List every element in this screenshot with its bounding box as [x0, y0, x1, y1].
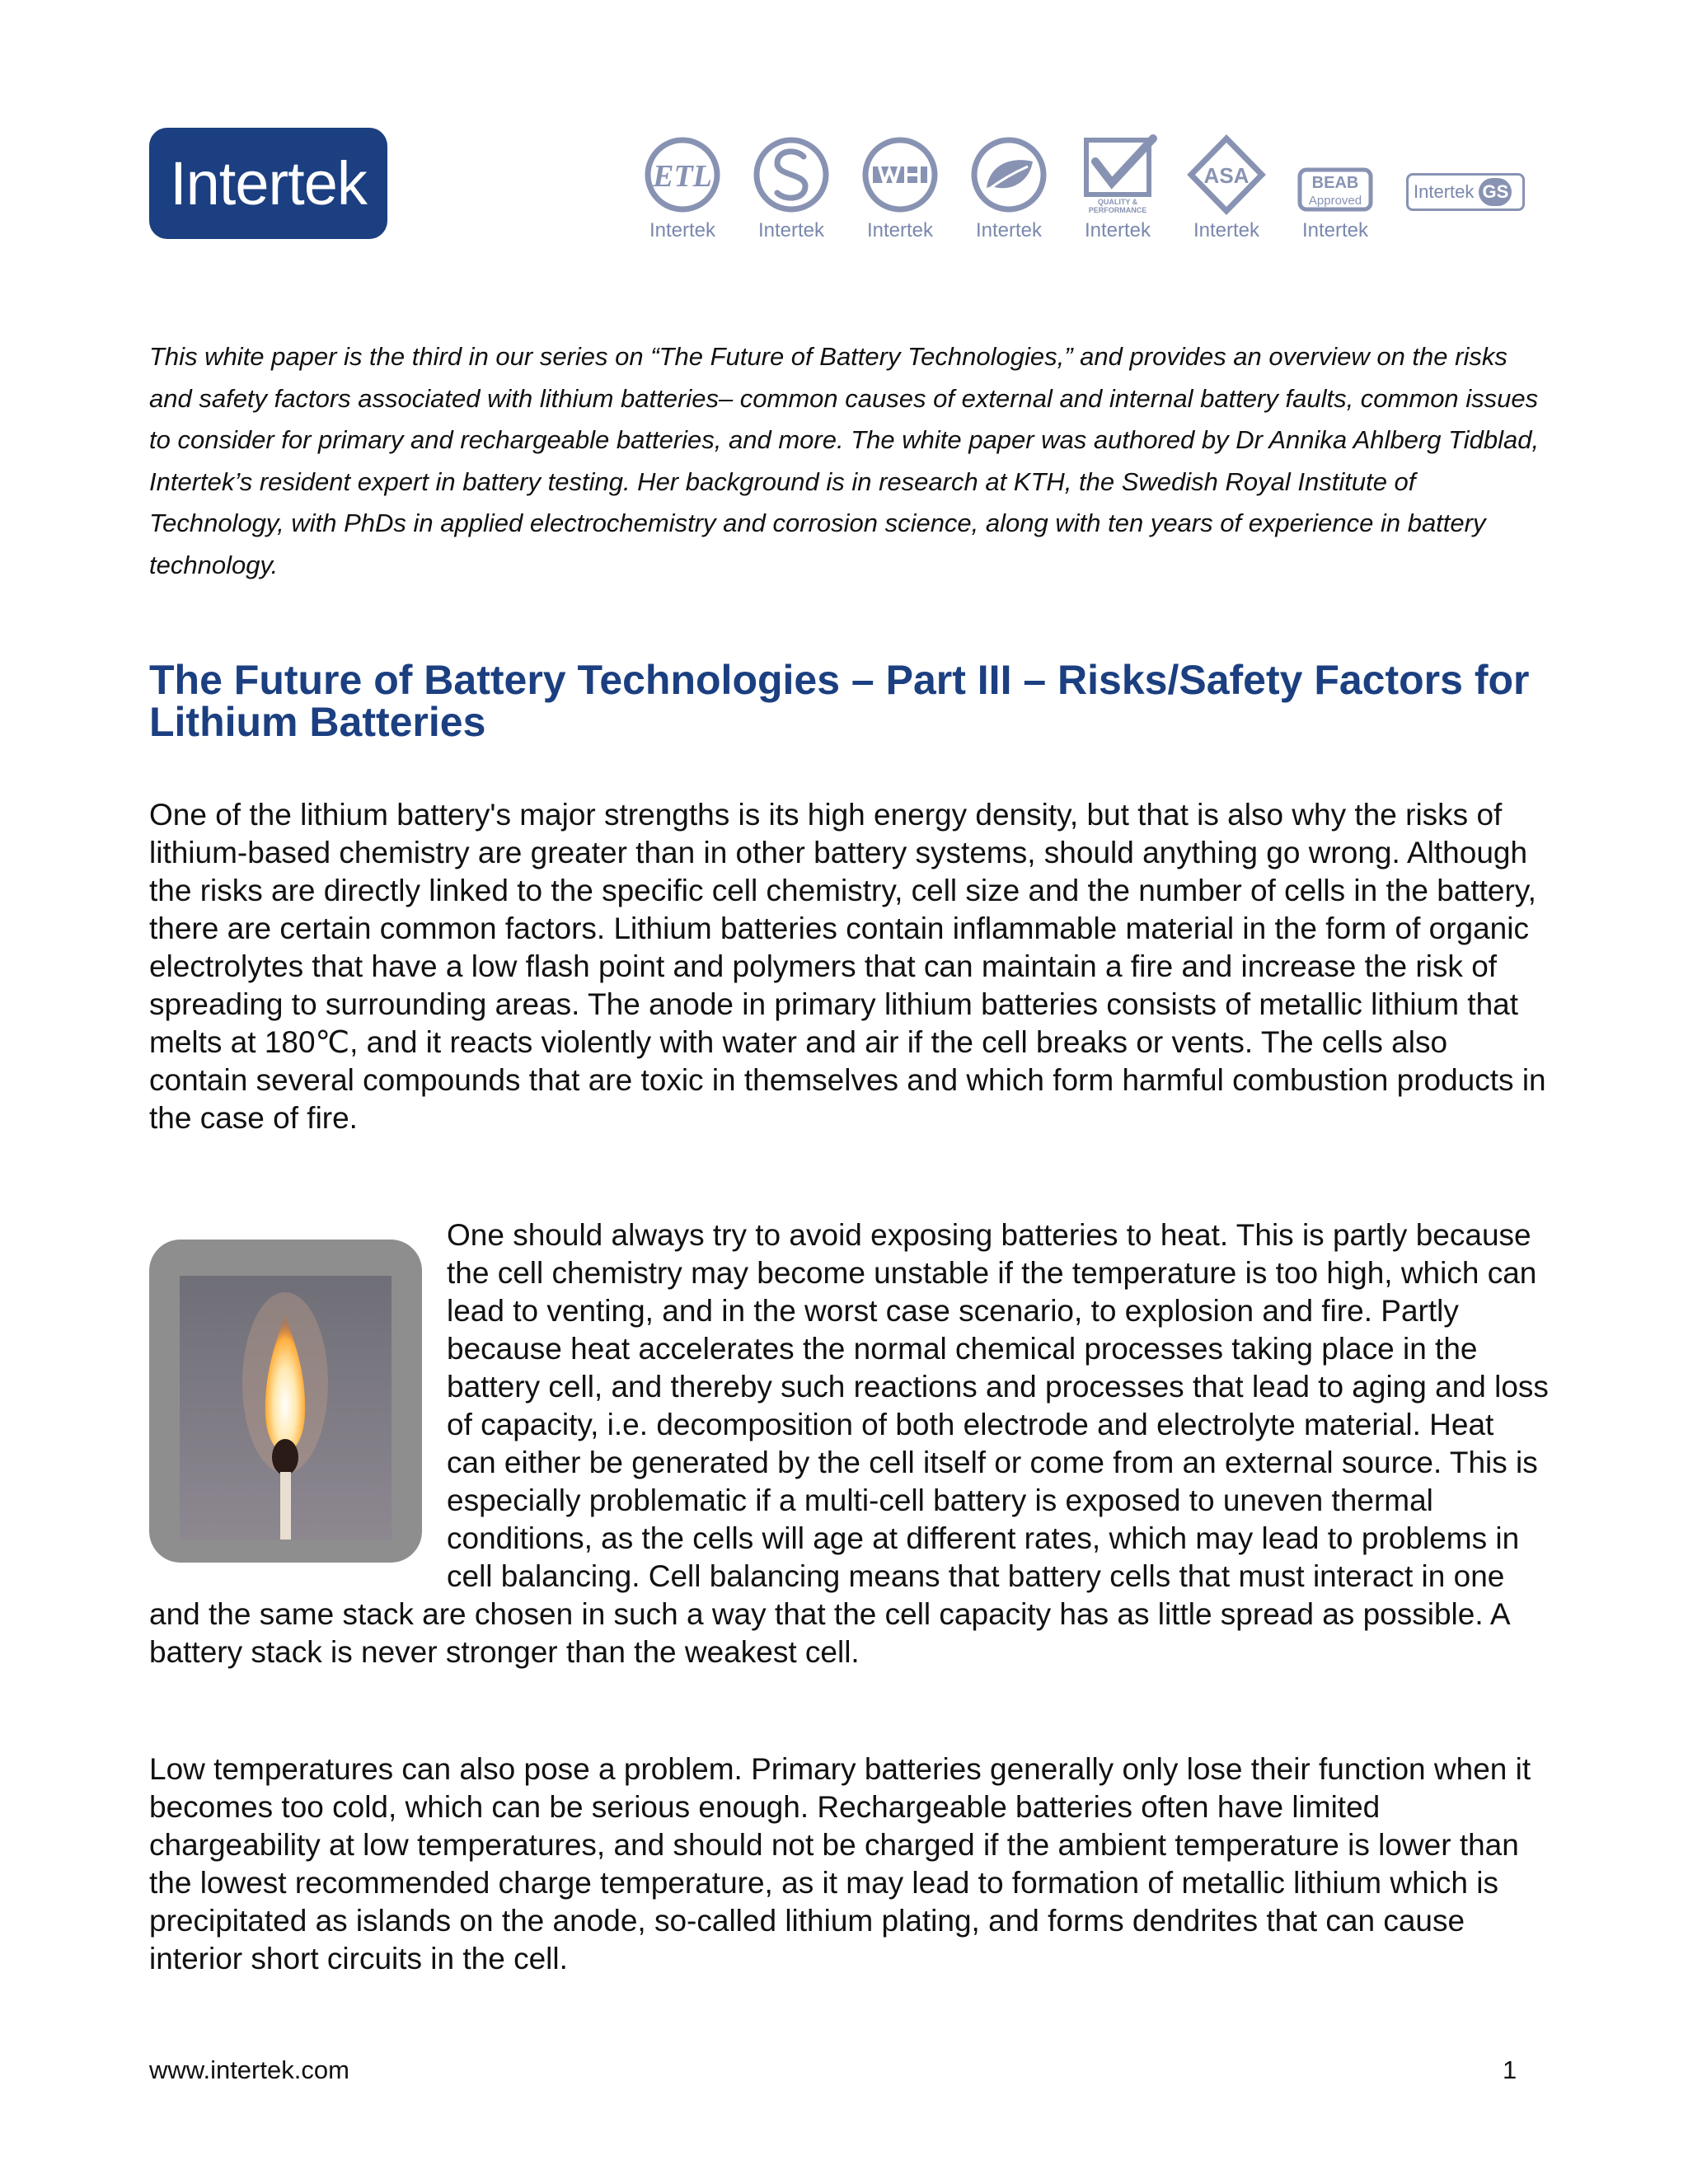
gs-label: GS: [1479, 178, 1512, 206]
logo-text: Intertek: [170, 149, 367, 218]
wh-mark-icon: [855, 134, 945, 246]
quality-performance-mark-icon: [1072, 134, 1163, 246]
cert-brand: Intertek: [757, 219, 825, 241]
footer-url[interactable]: www.intertek.com: [149, 2055, 349, 2084]
page-title: The Future of Battery Technologies – Part III – Risks/Safety Factors for Lithium Batteries: [149, 657, 1530, 745]
svg-text:QUALITY &: QUALITY &: [1097, 198, 1138, 206]
cert-brand: Intertek: [975, 219, 1043, 241]
paragraph-text: One should always try to avoid exposing batteries to heat. This is partly because the cell chemistry may become unstable if the temperature is too high, which can lead to venting, and in the worst case scenario, to explosion and fire. Partly because heat accelerates the normal chemical processes taking place in the battery cell, and thereby such reactions and processes that lead to aging and loss of capacity, i.e. decomposition of both electrode and electrolyte material. Heat can either be generated by the cell itself or come from an external source. This is especially problematic if a multi-cell battery is exposed to uneven thermal conditions, as the cells will age at different rates, which may lead to problems in cell balancing. Cell balancing means that battery cells that must interact in one and the same stack are chosen in such a way that the cell capacity has as little spread as possible. A battery stack is never stronger than the weakest cell.: [149, 1218, 1549, 1669]
page-number: 1: [1503, 2055, 1517, 2084]
intro-text: This white paper is the third in our series on “The Future of Battery Technologies,” and provides an overview on the risks and safety factors associated with lithium batteries– common causes of external and internal battery faults, common issues to consider for primary and rechargeable batteries, and more. The white paper was authored by Dr Annika Ahlberg Tidblad, Intertek’s resident expert in battery testing. Her background is in research at KTH, the Swedish Royal Institute of Technology, with PhDs in applied electrochemistry and corrosion science, along with ten years of experience in battery technology.: [149, 342, 1540, 579]
paragraph-with-image: [149, 1216, 1550, 1671]
paragraph: One of the lithium battery's major strengths is its high energy density, but that is also why the risks of lithium-based chemistry are greater than in other battery systems, should anything go wrong. Although the risks are directly linked to the specific cell chemistry, cell size and the number of cells in the battery, there are certain common factors. Lithium batteries contain inflammable material in the form of organic electrolytes that have a low flash point and polymers that can maintain a fire and increase the risk of spreading to surrounding areas. The anode in primary lithium batteries consists of metallic lithium that melts at 180℃, and it reacts violently with water and air if the cell breaks or vents. The cells also contain several compounds that are toxic in themselves and which form harmful combustion products in the case of fire.: [149, 798, 1546, 1135]
cert-brand: Intertek: [1084, 219, 1151, 241]
cert-brand: Intertek: [1301, 219, 1369, 241]
asa-mark-icon: [1181, 134, 1272, 246]
gs-mark-icon: [1406, 173, 1525, 211]
beab-approved-mark-icon: [1290, 134, 1381, 246]
svg-text:PERFORMANCE: PERFORMANCE: [1088, 206, 1147, 214]
match-flame-image: [149, 1240, 422, 1563]
svg-text:ETL: ETL: [653, 159, 712, 194]
green-leaf-mark-icon: [964, 134, 1054, 246]
etl-mark-icon: [637, 134, 728, 246]
paragraph: Low temperatures can also pose a problem. Primary batteries generally only lose their function when it becomes too cold, which can be serious enough. Rechargeable batteries often have limited chargeability at low temperatures, and should not be charged if the ambient temperature is lower than the lowest recommended charge temperature, as it may lead to formation of metallic lithium which is precipitated as islands on the anode, so-called lithium plating, and forms dendrites that can cause interior short circuits in the cell.: [149, 1752, 1531, 1975]
cert-brand: Intertek: [866, 219, 934, 241]
gs-brand: Intertek: [1414, 181, 1475, 202]
s-mark-icon: [746, 134, 837, 246]
intertek-logo: [149, 128, 387, 239]
svg-text:BEAB: BEAB: [1311, 174, 1359, 192]
svg-text:Approved: Approved: [1308, 194, 1362, 208]
svg-text:ASA: ASA: [1203, 163, 1250, 188]
cert-brand: Intertek: [1193, 219, 1260, 241]
cert-brand: Intertek: [649, 219, 716, 241]
